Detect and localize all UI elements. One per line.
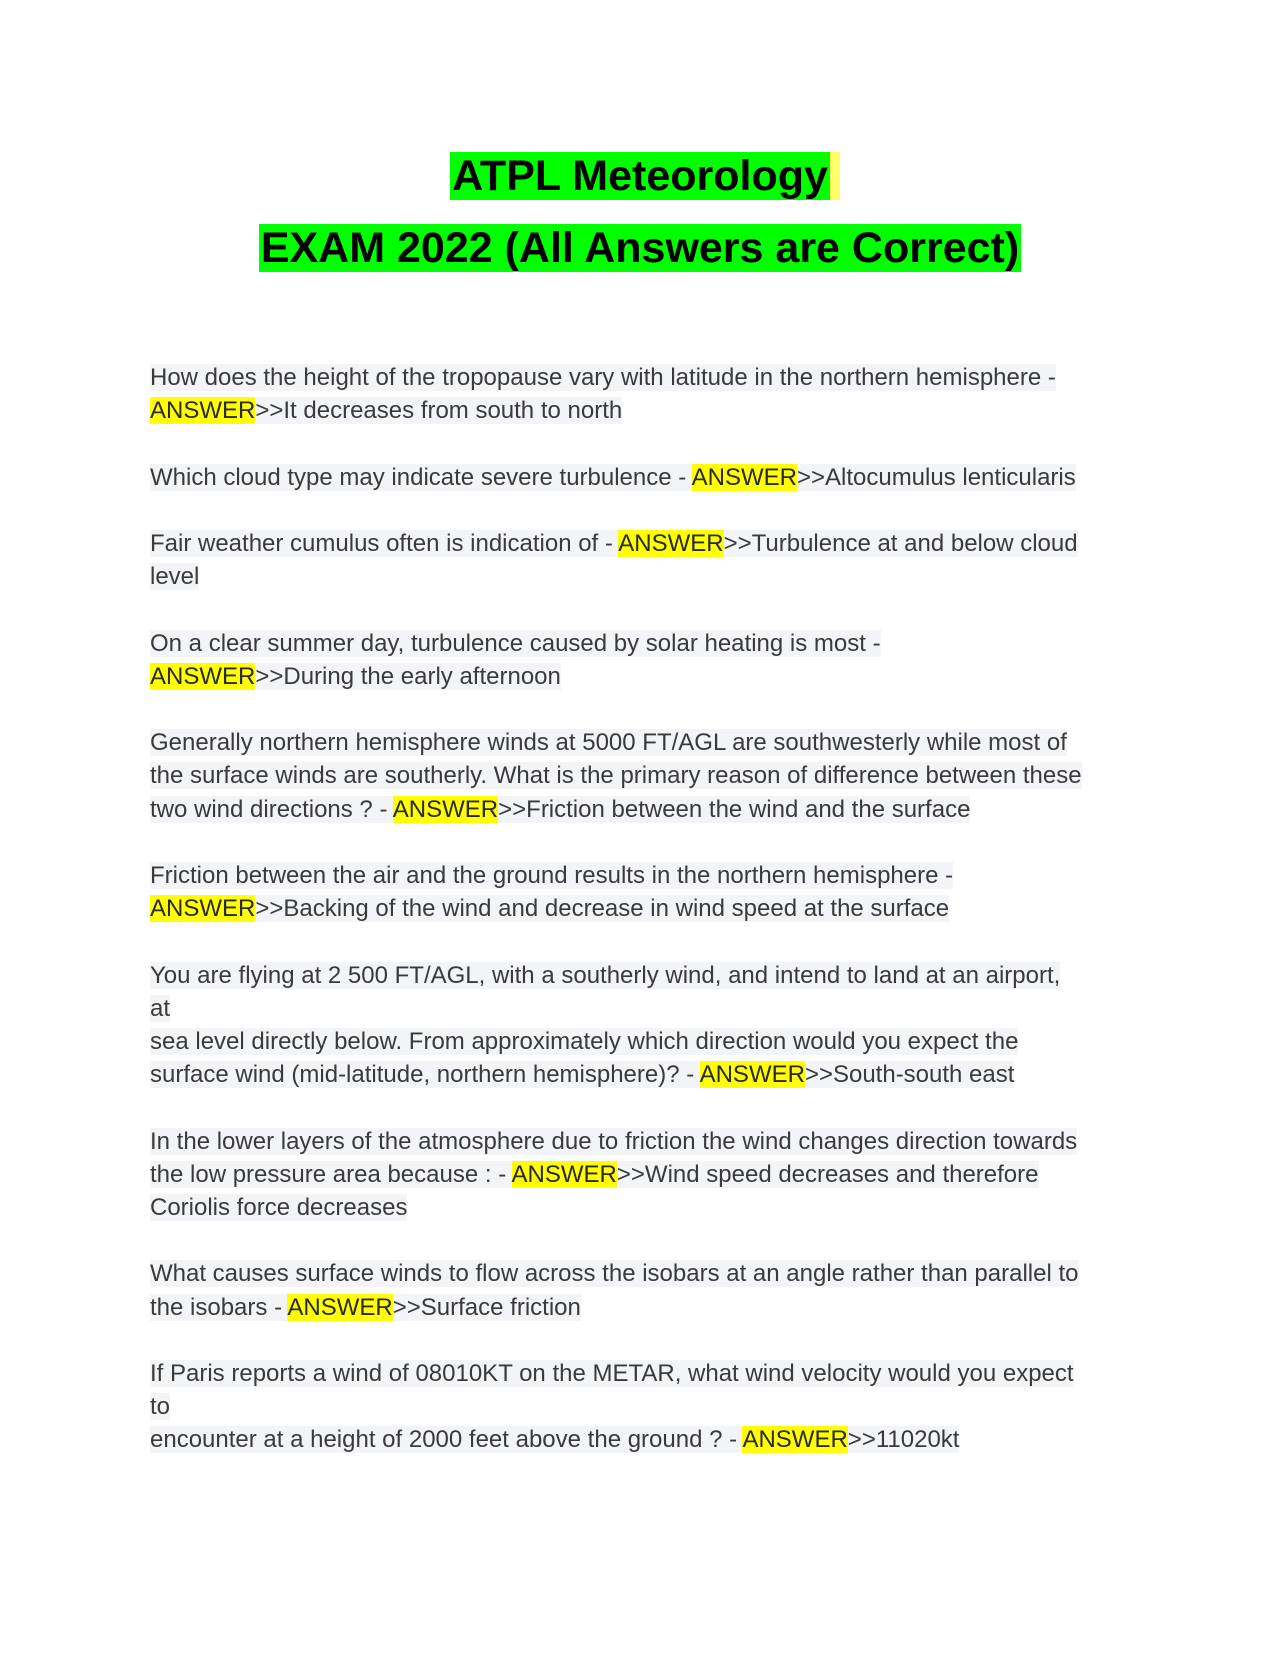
answer-tag: ANSWER	[511, 1160, 617, 1188]
question-answer-item	[150, 627, 1140, 693]
text-line	[150, 1390, 1140, 1423]
question-text: encounter at a height of 2000 feet above the ground ? -	[150, 1426, 743, 1454]
text-line	[150, 1423, 1140, 1456]
question-text: Friction between the air and the ground results in the northern hemisphere -	[150, 861, 954, 889]
answer-tag: ANSWER	[287, 1293, 393, 1321]
text-line	[150, 361, 1140, 394]
answer-text: >>11020kt	[847, 1426, 960, 1454]
question-answer-item	[150, 859, 1140, 925]
question-text: Coriolis force decreases	[150, 1193, 408, 1221]
question-answer-item	[150, 527, 1140, 593]
document-title	[0, 150, 1280, 202]
answer-text: >>During the early afternoon	[255, 662, 561, 690]
question-answer-item	[150, 1357, 1140, 1457]
answer-text: >>Surface friction	[392, 1293, 581, 1321]
answer-tag: ANSWER	[691, 463, 797, 491]
text-line	[150, 892, 1140, 925]
question-text: You are flying at 2 500 FT/AGL, with a southerly wind, and intend to land at an airport,	[150, 961, 1061, 989]
question-text: Fair weather cumulus often is indication of -	[150, 529, 619, 557]
question-answer-list	[150, 361, 1140, 1490]
answer-tag: ANSWER	[150, 895, 256, 923]
question-answer-item	[150, 361, 1140, 427]
answer-text: >>Friction between the wind and the surface	[498, 795, 971, 823]
text-line	[150, 527, 1140, 560]
text-line	[150, 461, 1140, 494]
text-line	[150, 660, 1140, 693]
text-line	[150, 859, 1140, 892]
question-text: at	[150, 994, 171, 1022]
answer-tag: ANSWER	[150, 397, 256, 425]
document-title-text: ATPL Meteorology	[452, 152, 828, 200]
answer-text: >>Turbulence at and below cloud	[723, 529, 1078, 557]
question-text: sea level directly below. From approximately which direction would you expect the	[150, 1027, 1019, 1055]
question-text: Generally northern hemisphere winds at 5000 FT/AGL are southwesterly while most of	[150, 729, 1067, 757]
text-line	[150, 1191, 1140, 1224]
text-line	[150, 1125, 1140, 1158]
question-text: What causes surface winds to flow across the isobars at an angle rather than parallel to	[150, 1260, 1079, 1288]
question-text: to	[150, 1393, 171, 1421]
text-line	[150, 1058, 1140, 1091]
question-answer-item	[150, 726, 1140, 826]
document-subtitle	[0, 222, 1280, 274]
answer-text: >>It decreases from south to north	[255, 397, 623, 425]
text-line	[150, 1025, 1140, 1058]
text-line	[150, 959, 1140, 992]
question-answer-item	[150, 1125, 1140, 1225]
question-text: the isobars -	[150, 1293, 288, 1321]
question-text: two wind directions ? -	[150, 795, 393, 823]
answer-text: >>Wind speed decreases and therefore	[616, 1160, 1039, 1188]
document-subtitle-text: EXAM 2022 (All Answers are Correct)	[260, 224, 1020, 272]
text-line	[150, 627, 1140, 660]
text-line	[150, 1291, 1140, 1324]
text-line	[150, 1357, 1140, 1390]
question-answer-item	[150, 1257, 1140, 1323]
answer-tag: ANSWER	[699, 1061, 805, 1089]
text-line	[150, 992, 1140, 1025]
answer-tag: ANSWER	[150, 662, 256, 690]
question-text: Which cloud type may indicate severe turbulence -	[150, 463, 692, 491]
answer-tag: ANSWER	[392, 795, 499, 823]
text-line	[150, 759, 1140, 792]
answer-tag: ANSWER	[742, 1426, 848, 1454]
answer-text: >>Altocumulus lenticularis	[796, 463, 1076, 491]
text-line	[150, 560, 1140, 593]
question-text: On a clear summer day, turbulence caused by solar heating is most -	[150, 629, 881, 657]
question-answer-item	[150, 959, 1140, 1092]
answer-text: >>South-south east	[804, 1061, 1015, 1089]
question-text: surface wind (mid-latitude, northern hemisphere)? -	[150, 1061, 700, 1089]
question-text: In the lower layers of the atmosphere due to friction the wind changes direction towards	[150, 1127, 1078, 1155]
question-text: level	[150, 563, 200, 591]
question-text: How does the height of the tropopause vary with latitude in the northern hemisphere -	[150, 364, 1056, 391]
question-text: the surface winds are southerly. What is the primary reason of difference between these	[150, 762, 1082, 790]
text-line	[150, 726, 1140, 759]
title-block	[0, 150, 1280, 274]
text-line	[150, 793, 1140, 826]
answer-tag: ANSWER	[618, 529, 724, 557]
question-text: the low pressure area because : -	[150, 1160, 512, 1188]
question-answer-item	[150, 461, 1140, 494]
question-text: If Paris reports a wind of 08010KT on the METAR, what wind velocity would you expect	[150, 1359, 1074, 1387]
text-line	[150, 1257, 1140, 1290]
text-line	[150, 1158, 1140, 1191]
answer-text: >>Backing of the wind and decrease in wind speed at the surface	[255, 895, 950, 923]
text-line	[150, 394, 1140, 427]
